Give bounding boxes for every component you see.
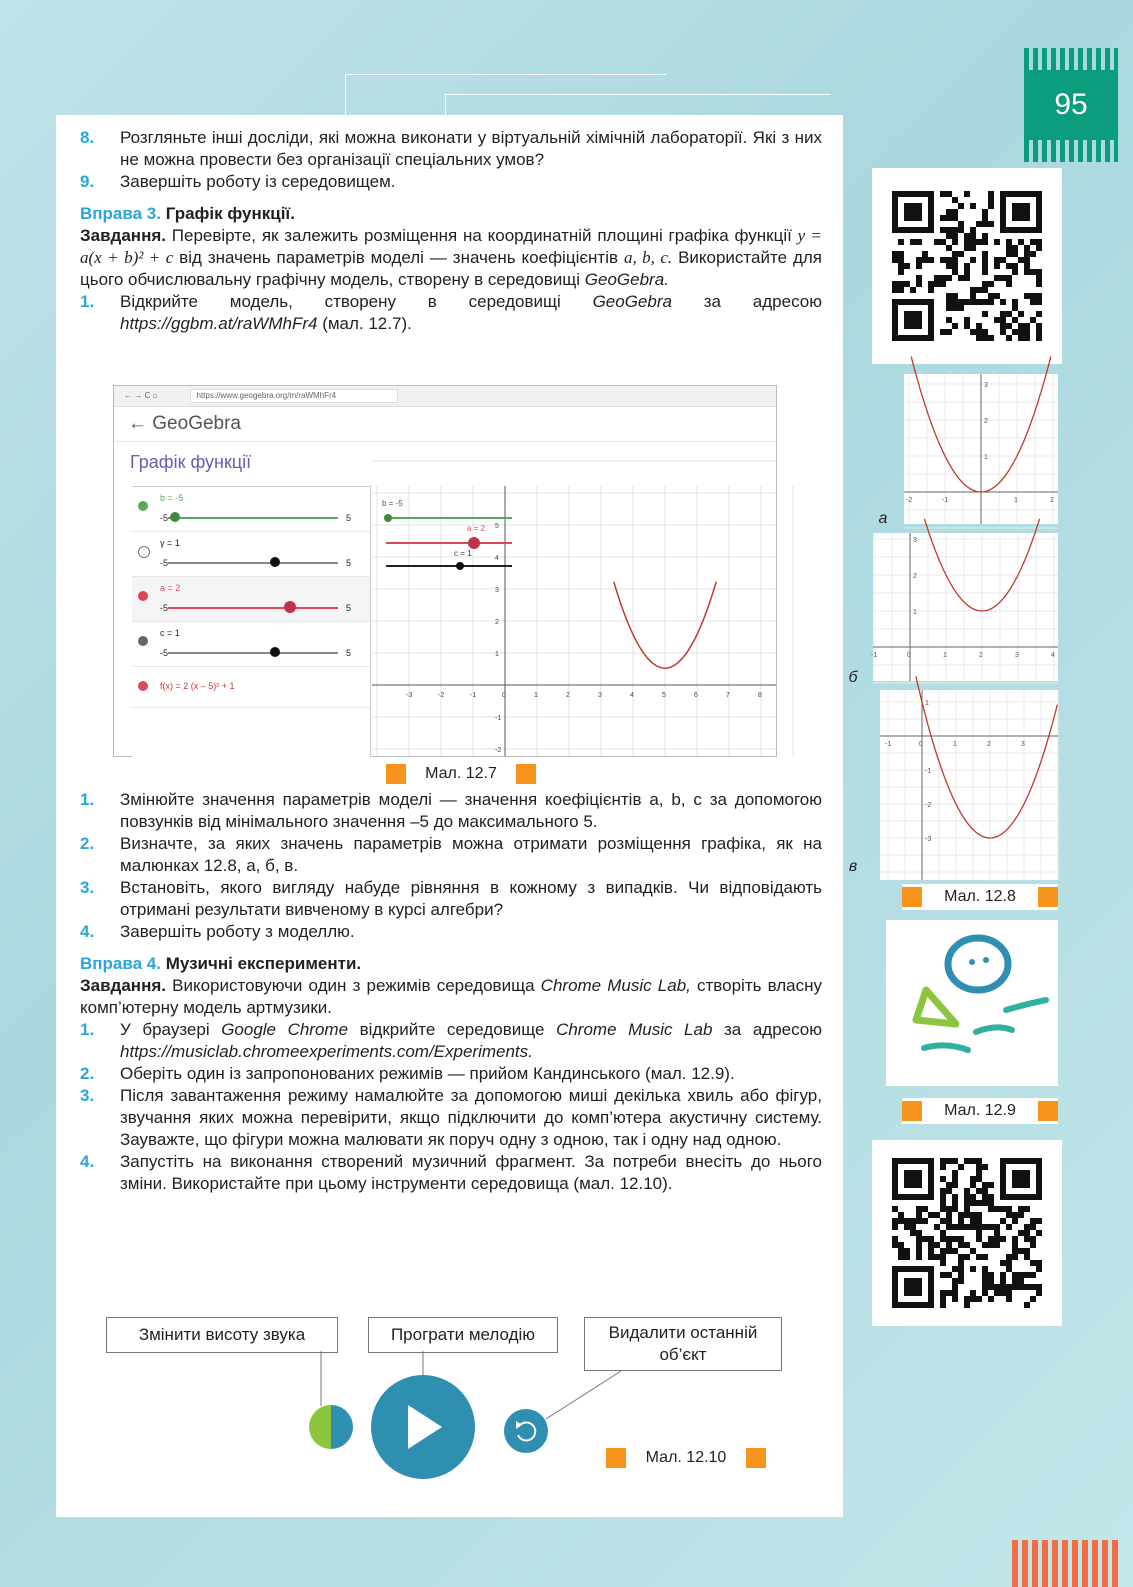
qr-code-icon bbox=[892, 191, 1042, 341]
callout-delete: Видалити останній об’єкт bbox=[584, 1317, 782, 1371]
function-row: f(x) = 2 (x – 5)² + 1 bbox=[132, 667, 370, 708]
y-tick-label: 4 bbox=[495, 555, 499, 562]
slider-knob bbox=[270, 557, 280, 567]
x-tick-label: -2 bbox=[438, 692, 445, 699]
x-tick-label: 1 bbox=[534, 692, 538, 699]
x-tick-label: 4 bbox=[630, 692, 634, 699]
y-tick-label: 1 bbox=[913, 609, 917, 616]
y-tick-label: -1 bbox=[495, 715, 502, 722]
slider-knob bbox=[284, 601, 296, 613]
visibility-dot bbox=[138, 636, 148, 646]
graph-label-c: c = 1 bbox=[454, 549, 472, 558]
list-item: 4. Запустіть на виконання створений музичний фрагмент. За потреби внесіть до нього зміни. Використайте при цьому інструменти середовища (мал. 12.10). bbox=[80, 1152, 822, 1193]
visibility-dot bbox=[138, 591, 148, 601]
x-tick-label: 7 bbox=[726, 692, 730, 699]
exercise-3-task: Завдання. Перевірте, як залежить розміщення на координатній площині графіка функції y = a(x + b)² + c від значень параметрів моделі — значень коефіцієнтів a, b, c. Використайте для цього обчислювальну графічну модель, створену в середовищі GeoGebra. bbox=[80, 226, 822, 289]
x-tick-label: 2 bbox=[1050, 497, 1054, 504]
x-tick-label: 5 bbox=[662, 692, 666, 699]
y-tick-label: 2 bbox=[984, 418, 988, 425]
x-tick-label: 0 bbox=[907, 652, 911, 659]
qr-code-bottom[interactable] bbox=[872, 1140, 1062, 1326]
kandinsky-drawing bbox=[886, 920, 1058, 1086]
exercise-4-heading: Вправа 4. Музичні експерименти. bbox=[80, 954, 362, 973]
item-text: Розгляньте інші досліди, які можна виконати у віртуальній хімічній лабораторії. Які з них не можна провести без організації спеціальних умов? bbox=[120, 128, 822, 169]
geogebra-screenshot bbox=[113, 385, 777, 757]
visibility-dot bbox=[138, 681, 148, 691]
y-tick-label: 3 bbox=[495, 587, 499, 594]
item-number: 8. bbox=[80, 128, 95, 147]
x-tick-label: 2 bbox=[566, 692, 570, 699]
exercise-4-task: Завдання. Використовуючи один з режимів середовища Chrome Music Lab, створіть власну комп’ютерну модель артмузики. bbox=[80, 976, 823, 1017]
figure-12-8a bbox=[904, 374, 1058, 524]
list-item: 3. Встановіть, якого вигляду набуде рівняння в кожному з випадків. Чи відповідають отримані результати вивченому в курсі алгебри? bbox=[80, 878, 822, 919]
x-tick-label: 3 bbox=[1015, 652, 1019, 659]
x-tick-label: 3 bbox=[598, 692, 602, 699]
x-tick-label: 0 bbox=[919, 741, 923, 748]
list-item: 1. Відкрийте модель, створену в середовищі GeoGebra за адресою https://ggbm.at/raWMhFr4 (мал. 12.7). bbox=[80, 292, 822, 333]
figure-caption-12-8: Мал. 12.8 bbox=[902, 884, 1058, 910]
list-item: 3. Після завантаження режиму намалюйте за допомогою миші декілька хвиль або фігур, звучання яких можна перевірити, якщо підключити до комп’ютера акустичну систему. Зауважте, що фігури можна малювати як поруч одну з одною, так і одну над одною. bbox=[80, 1086, 822, 1149]
page-tab-comb bbox=[1024, 48, 1118, 70]
y-tick-label: 2 bbox=[495, 619, 499, 626]
x-tick-label: 8 bbox=[758, 692, 762, 699]
exercise-3-heading: Вправа 3. Графік функції. bbox=[80, 204, 295, 223]
slider-row: c = 1 -5 5 bbox=[132, 622, 370, 667]
graph-slider-knob bbox=[384, 514, 392, 522]
page-number: 95 bbox=[1024, 70, 1118, 140]
y-tick-label: -1 bbox=[925, 768, 932, 775]
list-item: 2. Оберіть один із запропонованих режимів — прийом Кандинського (мал. 12.9). bbox=[80, 1064, 735, 1083]
undo-button[interactable] bbox=[504, 1409, 548, 1453]
parabola-curve bbox=[916, 676, 1057, 838]
callout-pitch: Змінити висоту звука bbox=[106, 1317, 338, 1353]
slider-row: γ = 1 -5 5 bbox=[132, 532, 370, 577]
list-item: 1. Змінюйте значення параметрів моделі — значення коефіцієнтів a, b, c за допомогою повзунків від мінімального значення –5 до максимального 5. bbox=[80, 790, 822, 831]
y-tick-label: 1 bbox=[495, 651, 499, 658]
list-item: 1. У браузері Google Chrome відкрийте середовище Chrome Music Lab за адресою https://musiclab.chromeexperiments.com/Experiments. bbox=[80, 1020, 823, 1061]
y-tick-label: 1 bbox=[984, 454, 988, 461]
y-tick-label: 5 bbox=[495, 523, 499, 530]
fig-label-a: а bbox=[878, 510, 888, 527]
fig-label-b: б bbox=[848, 669, 858, 686]
x-tick-label: 1 bbox=[943, 652, 947, 659]
y-tick-label: -2 bbox=[495, 747, 502, 754]
y-tick-label: 2 bbox=[913, 573, 917, 580]
y-tick-label: 3 bbox=[984, 382, 988, 389]
figure-12-9 bbox=[886, 920, 1058, 1086]
main-text bbox=[80, 127, 822, 335]
page-panel bbox=[56, 115, 843, 1517]
x-tick-label: -2 bbox=[906, 497, 913, 504]
qr-code-top[interactable] bbox=[872, 168, 1062, 364]
list-item: 2. Визначте, за яких значень параметрів можна отримати розміщення графіка, як на малюнках 12.8, а, б, в. bbox=[80, 834, 822, 875]
x-tick-label: -1 bbox=[885, 741, 892, 748]
slider-row: b = -5 -5 5 bbox=[132, 487, 370, 532]
graph-slider-knob bbox=[456, 562, 464, 570]
figure-caption-12-7: Мал. 12.7 bbox=[386, 761, 536, 787]
list-item bbox=[80, 127, 822, 171]
x-tick-label: -1 bbox=[942, 497, 949, 504]
item-text: Завершіть роботу із середовищем. bbox=[120, 172, 396, 191]
qr-code-icon bbox=[892, 1158, 1042, 1308]
x-tick-label: 4 bbox=[1051, 652, 1055, 659]
x-tick-label: 0 bbox=[502, 692, 506, 699]
list-item bbox=[80, 171, 822, 193]
figure-12-8b bbox=[873, 533, 1058, 681]
figure-caption-12-10: Мал. 12.10 bbox=[606, 1445, 766, 1471]
x-tick-label: 6 bbox=[694, 692, 698, 699]
bottom-comb bbox=[1012, 1540, 1122, 1587]
x-tick-label: -3 bbox=[406, 692, 413, 699]
slider-row: a = 2 -5 5 bbox=[132, 577, 370, 622]
list-item: 4. Завершіть роботу з моделлю. bbox=[80, 922, 355, 941]
x-tick-label: 3 bbox=[1021, 741, 1025, 748]
decor-line bbox=[445, 94, 831, 115]
fig-label-c: в bbox=[848, 858, 858, 875]
visibility-dot bbox=[138, 501, 148, 511]
algebra-panel bbox=[132, 486, 371, 757]
x-tick-label: 2 bbox=[979, 652, 983, 659]
x-tick-label: -1 bbox=[871, 652, 878, 659]
url-field: https://www.geogebra.org/m/raWMhFr4 bbox=[190, 389, 398, 403]
y-tick-label: 3 bbox=[913, 537, 917, 544]
figure-caption-12-9: Мал. 12.9 bbox=[902, 1098, 1058, 1124]
y-tick-label: -3 bbox=[925, 836, 932, 843]
y-tick-label: 1 bbox=[925, 700, 929, 707]
graphics-view bbox=[372, 486, 776, 756]
ggb-sheet-title: Графік функції bbox=[130, 452, 252, 472]
pitch-toggle-button[interactable] bbox=[309, 1405, 353, 1449]
player-controls bbox=[296, 1351, 616, 1481]
slider-knob bbox=[270, 647, 280, 657]
play-button[interactable] bbox=[371, 1375, 475, 1479]
item-number: 9. bbox=[80, 172, 95, 191]
y-tick-label: -2 bbox=[925, 802, 932, 809]
figure-12-8c bbox=[880, 690, 1058, 880]
browser-bar: ← → C ⌂ https://www.geogebra.org/m/raWMhFr4 bbox=[114, 386, 776, 407]
x-tick-label: 2 bbox=[987, 741, 991, 748]
exercise-3-steps bbox=[80, 789, 822, 1195]
x-tick-label: 1 bbox=[953, 741, 957, 748]
x-tick-label: 1 bbox=[1014, 497, 1018, 504]
graph-label-b: b = -5 bbox=[382, 499, 403, 508]
graph-slider-knob bbox=[468, 537, 480, 549]
callout-play: Програти мелодію bbox=[368, 1317, 558, 1353]
visibility-dot bbox=[138, 546, 150, 558]
page-tab-comb bbox=[1024, 140, 1118, 162]
slider-knob bbox=[170, 512, 180, 522]
ggb-app-title: ← GeoGebra bbox=[114, 407, 776, 442]
x-tick-label: -1 bbox=[470, 692, 477, 699]
graph-label-a: a = 2 bbox=[467, 524, 486, 533]
